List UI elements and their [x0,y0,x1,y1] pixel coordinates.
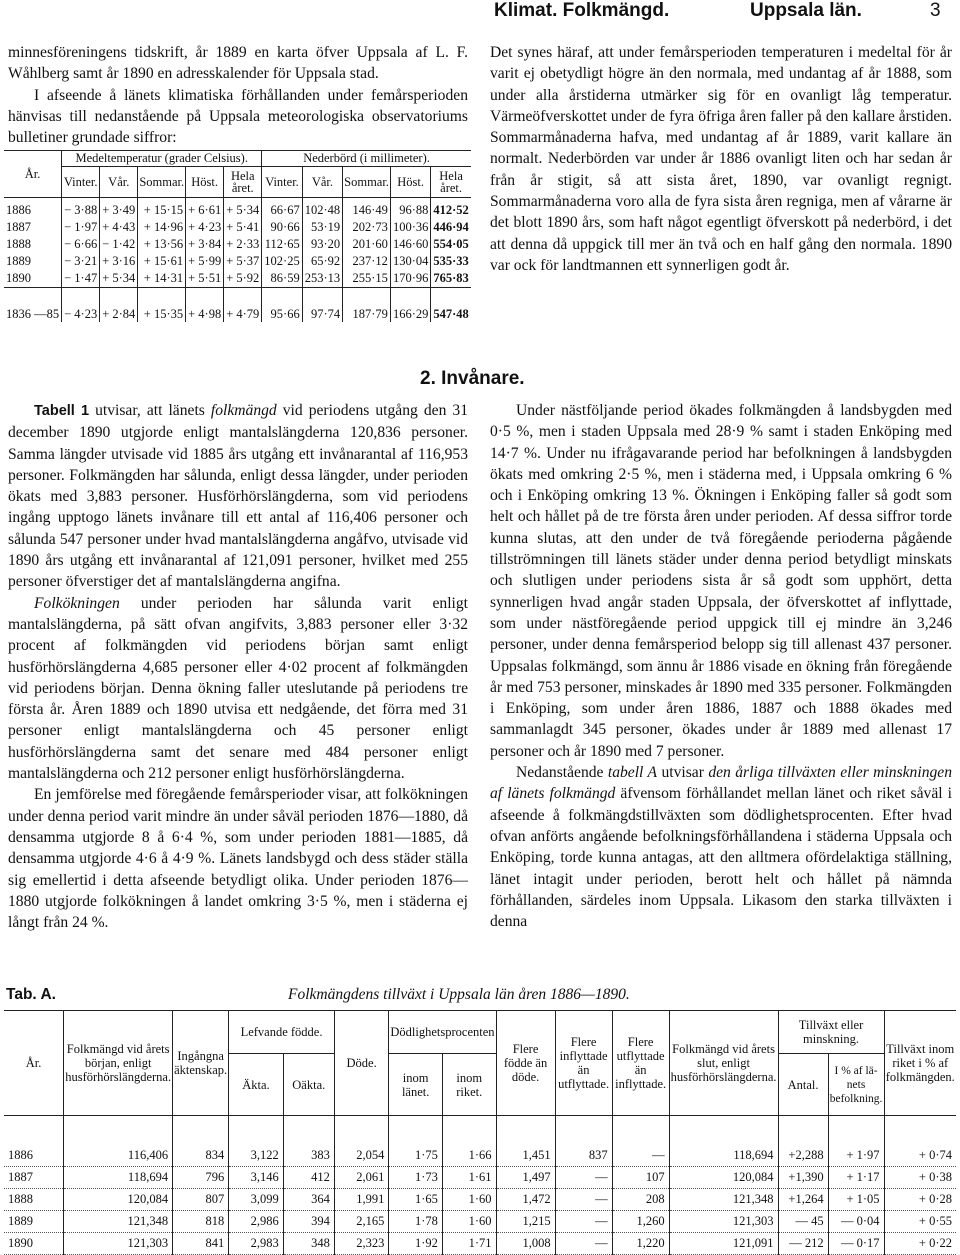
table-cell: 66·67 [262,198,302,220]
table-cell: 1·71 [442,1233,496,1255]
col-header-rain-0: Vinter. [262,167,302,198]
col-header-riket: Tillväxt inom riket i % af folkmängden. [884,1011,956,1116]
tab-a-title-text: Folkmängdens tillväxt i Uppsala län åren 1886—1890. [288,986,630,1003]
text-run: utvisar, att länets [89,402,211,419]
col-header-year: År. [4,1011,64,1116]
col-header-rain-2: Sommar. [343,167,391,198]
tab-a-table [4,1010,956,1255]
table-cell: 2,061 [334,1167,389,1189]
table-cell: 107 [612,1167,669,1189]
row-year: 1888 [4,1189,64,1211]
col-header-mort-lan: inom länet. [389,1054,443,1116]
table-cell: 130·04 [390,253,430,270]
table-cell: − 1·47 [62,270,100,288]
table-cell: 1,497 [496,1167,555,1189]
table-cell: + 0·74 [884,1116,956,1167]
table-cell: — [555,1189,612,1211]
table-cell: + 15·15 [138,198,186,220]
table-cell: 1,220 [612,1233,669,1255]
paragraph-text: I afseende å länets klimatiska förhållanden under femårsperioden hänvisas till nedanstående på Uppsala meteorologiska observatoriums bulletiner grundade siffror: [8,86,468,147]
paragraph [8,593,468,785]
table-cell: 102·25 [262,253,302,270]
col-header-rain-3: Höst. [390,167,430,198]
table-cell: 1,472 [496,1189,555,1211]
table-cell: + 5·37 [224,253,262,270]
table-cell: 1,260 [612,1211,669,1233]
table-cell: 394 [283,1211,334,1233]
table-cell: + 14·31 [138,270,186,288]
table-cell: 841 [173,1233,229,1255]
section-title: 2. Invånare. [420,368,525,389]
right-top-text [490,42,952,276]
table-cell: 2,054 [334,1116,389,1167]
table-cell: 100·36 [390,219,430,236]
table-cell: + 4·79 [224,288,262,323]
table-cell: 348 [283,1233,334,1255]
table-cell: 446·94 [433,220,469,234]
table-cell: 121,348 [64,1211,173,1233]
table-row [4,198,471,220]
col-header-year: År. [4,151,62,198]
table-cell: 412 [283,1167,334,1189]
table-cell: + 5·92 [224,270,262,288]
table-cell: 1·60 [442,1211,496,1233]
text-run: vid periodens utgång den 31 december 1890 utgjorde enligt mantalslängderna 120,836 personer. Samma längder utvisade vid 1885 års utgång ett invånarantal af 116,953 personer. Folkmängden har sålunda, enligt dessa längder, under perioden ökats med 3,883 personer. Husförhörslängderna, som vid periodens ingång upptogo länets invånare till ett antal af 116,406 personer och sålunda 547 personer under hvad mantalslängderna angåfvo, utvisade vid 1890 års utgång ett invånarantal af 121,091 personer, hvilket med 255 personer öfverstiger det af mantalslängderna angifna. [8,402,468,591]
table-cell: + 5·41 [224,219,262,236]
table-cell: 1·61 [442,1167,496,1189]
table-cell: 837 [555,1116,612,1167]
table-cell: 90·66 [262,219,302,236]
climate-table [4,150,471,322]
table-cell: + 5·99 [186,253,224,270]
running-header-left: Klimat. Folkmängd. [494,0,670,21]
table-cell: 1·60 [442,1189,496,1211]
table-cell: 1,451 [496,1116,555,1167]
table-row [4,253,471,270]
table-cell: 121,091 [669,1233,778,1255]
text-run: Under nästföljande period ökades folkmängden å landsbygden med 0·5 %, men i staden Uppsala med 28·9 % samt i staden Enköping med 14·7 %. Under nu ifrågavarande period har befolkningen å landsbygden ökats med omkring 2·5 %, men i städerna med, i Uppsala omkring 6 % och i Enköping omkring 13 %. Ökningen i Enköping faller så godt som helt och hållet på de tre första åren under perioden. Af dessa siffror torde kunna slutas, att den under de två föregående perioderna pågående tillströmningen till länets städer under denna period betydligt minskats och slutligen under periodens sista år så godt som upphört, detta synnerligen hvad angår staden Uppsala, der öfverskottet af inflyttade, som under nästföregående period uppgick till ej mindre än 3,246 personer, under denna femårsperiod belopp sig till allenast 437 personer. Uppsalas folkmängd, som ännu år 1886 visade en ökning från föregående år med 753 personer, minskades år 1890 med 335 personer. Folkmängden i Enköping, som under åren 1886, 1887 och 1888 ökades med sammanlagdt 345 personer, ökades under år 1889 med allenast 17 personer och år 1890 med 7 personer. [490,402,952,760]
row-year: 1889 [4,253,62,270]
table-cell: 1,008 [496,1233,555,1255]
table-cell: + 5·34 [100,270,138,288]
table-cell: 834 [173,1116,229,1167]
italic-run: tabell A [607,764,658,782]
table-cell: 121,303 [669,1211,778,1233]
paragraph [8,400,468,593]
group-header-rain: Nederbörd (i millimeter). [262,151,471,167]
table-cell: + 3·16 [100,253,138,270]
table-cell: 1·65 [389,1189,443,1211]
row-year: 1888 [4,236,62,253]
row-year: 1887 [4,1167,64,1189]
col-header-rain-4: Hela året. [431,167,471,198]
col-header-illegit: Oäkta. [283,1054,334,1116]
table-cell: + 13·56 [138,236,186,253]
table-cell: 187·79 [343,288,391,323]
tab-a-label [6,986,56,1004]
col-header-temp-2: Sommar. [138,167,186,198]
right-mid-text [490,400,952,932]
table-cell: 118,694 [669,1116,778,1167]
table-cell: − 3·21 [62,253,100,270]
table-cell: 65·92 [302,253,342,270]
table-cell: 535·33 [433,254,469,268]
table-row [4,219,471,236]
table-cell: 1·75 [389,1116,443,1167]
col-header-more-born: Flere födde än döde. [496,1011,555,1116]
table-cell: — 212 [778,1233,828,1255]
row-year: 1890 [4,1233,64,1255]
table-cell: 3,122 [229,1116,284,1167]
col-header-temp-1: Vår. [100,167,138,198]
table-cell: + 5·34 [224,198,262,220]
table-cell: 1·73 [389,1167,443,1189]
table-cell: 1·92 [389,1233,443,1255]
table-cell: — [555,1167,612,1189]
table-cell: − 4·23 [62,288,100,323]
table-cell: 796 [173,1167,229,1189]
table-cell: 1·78 [389,1211,443,1233]
table-cell: 3,146 [229,1167,284,1189]
table-cell: +2,288 [778,1116,828,1167]
table-cell: + 0·38 [884,1167,956,1189]
table-cell: + 1·97 [828,1116,884,1167]
table-cell: 2,323 [334,1233,389,1255]
group-header-temp: Medeltemperatur (grader Celsius). [62,151,262,167]
table-cell: 364 [283,1189,334,1211]
col-header-change-num: Antal. [778,1054,828,1116]
table-cell: 118,694 [64,1167,173,1189]
table-cell: 95·66 [262,288,302,323]
table-cell: + 2·33 [224,236,262,253]
table-cell: 166·29 [390,288,430,323]
table-cell: 1,215 [496,1211,555,1233]
col-header-change-pct: I % af lä-nets befolkning. [828,1054,884,1116]
table-cell: 112·65 [262,236,302,253]
table-cell: − 1·42 [100,236,138,253]
table-cell: 146·60 [390,236,430,253]
table-cell: 2,983 [229,1233,284,1255]
group-header-mortality: Dödlighetsprocenten [389,1011,496,1054]
table-row [4,1189,956,1211]
col-header-marriages: Ingångna äktenskap. [173,1011,229,1116]
table-cell: + 0·22 [884,1233,956,1255]
table-cell: 202·73 [343,219,391,236]
table-cell: − 3·88 [62,198,100,220]
table-cell: 201·60 [343,236,391,253]
row-year: 1836 —85 [4,288,62,323]
table-row [4,1116,956,1167]
table-row [4,288,471,323]
col-header-dead: Döde. [334,1011,389,1116]
table-cell: — 0·04 [828,1211,884,1233]
text-run: utvisar [657,764,709,782]
table-cell: +1,390 [778,1167,828,1189]
table-row [4,1211,956,1233]
table-cell: 121,303 [64,1233,173,1255]
col-header-more-out: Flere utflyttade än inflyttade. [612,1011,669,1116]
table-cell: 93·20 [302,236,342,253]
table-cell: + 6·61 [186,198,224,220]
table-cell: + 4·23 [186,219,224,236]
group-header-change: Tillväxt eller minskning. [778,1011,884,1054]
table-cell: 120,084 [64,1189,173,1211]
table-cell: 53·19 [302,219,342,236]
table-cell: + 4·43 [100,219,138,236]
table-cell: 1·66 [442,1116,496,1167]
col-header-start-pop: Folkmängd vid årets början, enligt husförhörslängderna. [64,1011,173,1116]
table-cell: — [612,1116,669,1167]
group-header-born: Lefvande födde. [229,1011,335,1054]
col-header-temp-3: Höst. [186,167,224,198]
table-cell: +1,264 [778,1189,828,1211]
table-cell: + 15·61 [138,253,186,270]
table-cell: 237·12 [343,253,391,270]
table-cell: + 1·05 [828,1189,884,1211]
running-header-center: Uppsala län. [750,0,862,21]
table-cell: 97·74 [302,288,342,323]
table-cell: 208 [612,1189,669,1211]
table-cell: 3,099 [229,1189,284,1211]
table-cell: — 0·17 [828,1233,884,1255]
table-cell: 86·59 [262,270,302,288]
col-header-temp-0: Vinter. [62,167,100,198]
table-cell: + 0·55 [884,1211,956,1233]
table-cell: + 5·51 [186,270,224,288]
col-header-mort-riket: inom riket. [442,1054,496,1116]
row-year: 1887 [4,219,62,236]
col-header-temp-4: Hela året. [224,167,262,198]
table-cell: 807 [173,1189,229,1211]
table-cell: 412·52 [433,203,469,217]
table-cell: − 6·66 [62,236,100,253]
climate-table-container [4,150,470,322]
table-cell: + 2·84 [100,288,138,323]
row-year: 1890 [4,270,62,288]
table-cell: — 45 [778,1211,828,1233]
table-cell: 765·83 [433,271,469,285]
tab-a-label-text: Tab. A. [6,986,56,1003]
table-cell: — [555,1233,612,1255]
table-row [4,236,471,253]
col-header-end-pop: Folkmängd vid årets slut, enligt husförhörslängderna. [669,1011,778,1116]
table-cell: 1,991 [334,1189,389,1211]
table-cell: 818 [173,1211,229,1233]
table-row [4,1233,956,1255]
table-cell: + 15·35 [138,288,186,323]
col-header-rain-1: Vår. [302,167,342,198]
table-cell: 2,986 [229,1211,284,1233]
tab-a-title [288,986,630,1004]
paragraph [8,784,468,933]
col-header-more-in: Flere inflyttade än utflyttade. [555,1011,612,1116]
table-cell: + 3·84 [186,236,224,253]
italic-run: den årliga tillväxten eller minskningen af länets folkmängd [490,764,953,803]
table-cell: 547·48 [431,288,471,323]
table-cell: 116,406 [64,1116,173,1167]
table-cell: 146·49 [343,198,391,220]
col-header-legit: Äkta. [229,1054,284,1116]
table-cell: — [555,1211,612,1233]
table-cell: + 3·49 [100,198,138,220]
text-run: En jemförelse med föregående femårsperioder visar, att folkökningen under denna period varit mindre än under såväl perioden 1876—1880, då densamma utgjorde 8 å 6·4 %, som under perioden 1881—1885, då densamma utgjorde 4·6 å 4·9 %. Länets landsbygd och dess städer ställa sig emellertid i detta afseende betydligt olika. Under perioden 1876—1880 utgjorde folkökningen å landet omkring 3·5 %, men i städerna ej långt från 24 %. [8,786,468,932]
table-cell: + 14·96 [138,219,186,236]
paragraph [490,762,952,932]
left-top-text [8,42,468,148]
table-cell: 255·15 [343,270,391,288]
table-cell: 253·13 [302,270,342,288]
table-cell: 96·88 [390,198,430,220]
table-cell: − 1·97 [62,219,100,236]
table-row [4,270,471,288]
page-number: 3 [930,0,941,21]
table-ref: Tabell 1 [34,403,90,419]
row-year: 1886 [4,198,62,220]
paragraph: minnesföreningens tidskrift, år 1889 en karta öfver Uppsala af L. F. Wåhlberg samt år 1890 en adresskalender för Uppsala stad. [8,44,468,83]
paragraph: Det synes häraf, att under femårsperioden temperaturen i medeltal för år varit ej obetydligt högre än den normala, med undantag af år 1888, som under alla årstiderna utmärker sig för en ovanligt låg temperatur. Värmeöfverskottet under de fyra öfriga åren faller på den kallare årstiden. Sommarmånaderna hafva, med undantag af år 1889, varit kallare än normalt. Nederbörden var under år 1886 ovanligt liten och har sedan år från år stigit, så att sista året, 1890, var ovanligt regnigt. Sommarmånaderna voro alla de fyra sista åren regniga, men af vårarne är det blott 1890 års, som haft något egentligt öfverskott på nederbörd, i det att denna då uppgick till mer än två och en half gång den normala. 1890 var ock för landtmannen ett synnerligen godt år. [490,44,952,274]
paragraph [490,400,952,762]
row-year: 1889 [4,1211,64,1233]
table-cell: 102·48 [302,198,342,220]
table-cell: 120,084 [669,1167,778,1189]
text-run: äfvensom förhållandet mellan länet och riket såväl i afseende å folkmängdstillväxten som dödlighetsprocenten. Efter hvad ofvan anförts angående befolkningsförhållandena i städerna Uppsala och Enköping, torde kunna antagas, att den alltmera ofördelaktiga ställning, länet intagit under perioden, berott helt och hållet på nämnda förhållanden, särdeles inom Uppsala. Likasom den starka tillväxten i denna [490,785,952,931]
table-cell: + 0·28 [884,1189,956,1211]
table-cell: 170·96 [390,270,430,288]
left-mid-text [8,400,468,933]
row-year: 1886 [4,1116,64,1167]
table-cell: 554·05 [433,237,469,251]
table-cell: + 4·98 [186,288,224,323]
table-cell: + 1·17 [828,1167,884,1189]
italic-run: folkmängd [210,402,277,419]
table-cell: 383 [283,1116,334,1167]
text-run: Nedanstående [516,764,608,782]
italic-run: Folkökningen [34,594,120,612]
table-row [4,1167,956,1189]
table-cell: 2,165 [334,1211,389,1233]
paragraph [8,85,468,149]
table-cell: 121,348 [669,1189,778,1211]
text-run: under perioden har sålunda varit enligt mantalslängderna, på sätt ofvan angifvits, 3,883 personer eller 3·32 procent af folkmängden vid periodens början samt enligt husförhörslängderna 4,685 personer eller 4·02 procent af folkmängden vid periodens början. Denna ökning faller uteslutande på periodens tre första år. Åren 1889 och 1890 utvisa ett nedgående, det förra med 31 personer enligt mantalslängderna och 45 personer enligt husförhörslängderna samt det senare med 484 personer enligt mantalslängderna och 212 personer enligt husförhörslängderna. [8,594,468,783]
